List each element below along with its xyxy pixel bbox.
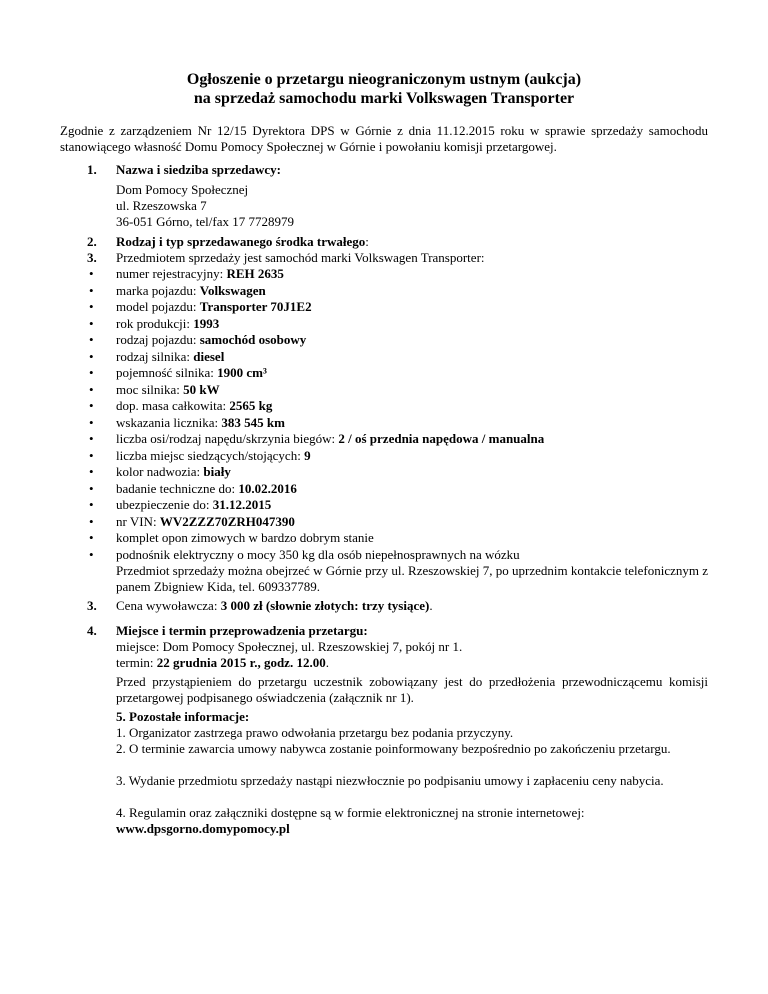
spec-bullet: • [89,415,94,430]
spec-item [116,547,520,563]
spec-value: samochód osobowy [199,332,307,347]
spec-value: 2 / oś przednia napędowa / manualna [338,431,545,446]
spec-label: wskazania licznika: [116,415,222,430]
auction-place: miejsce: Dom Pomocy Społecznej, ul. Rzeszowskiej 7, pokój nr 1. [116,639,463,654]
intro-paragraph: Zgodnie z zarządzeniem Nr 12/15 Dyrektora DPS w Górnie z dnia 11.12.2015 roku w sprawie sprzedaży samochodu stanowiącego własność Domu Pomocy Społecznej w Górnie i powołaniu komisji przetargowej. [60,123,708,154]
spec-item [116,514,295,530]
spec-value: Transporter 70J1E2 [199,299,312,314]
spec-item [116,464,231,480]
spec-label: rok produkcji: [116,316,194,331]
spec-bullet: • [89,316,94,331]
spec-bullet: • [89,382,94,397]
spec-label: komplet opon zimowych w bardzo dobrym stanie [116,530,374,545]
auction-term-label: termin: [116,655,157,670]
spec-bullet: • [89,497,94,512]
other-info-2: 2. O terminie zawarcia umowy nabywca zostanie poinformowany bezpośrednio po zakończeniu przetargu. [116,741,671,756]
document-title-line-1: Ogłoszenie o przetargu nieograniczonym ustnym (aukcja) [186,71,582,88]
spec-bullet: • [89,332,94,347]
spec-label: badanie techniczne do: [116,481,239,496]
spec-value: REH 2635 [226,266,284,281]
website-link[interactable]: www.dpsgorno.domypomocy.pl [116,821,290,836]
spec-bullet: • [89,349,94,364]
document-title-line-2: na sprzedaż samochodu marki Volkswagen Transporter [193,90,575,107]
spec-bullet: • [89,547,94,562]
spec-item [116,349,224,365]
section-2-heading [116,234,369,250]
section-3-number: 3. [87,250,97,265]
auction-term [116,655,329,671]
starting-price-end: . [429,598,433,613]
starting-price [116,598,433,614]
inspection-paragraph: Przedmiot sprzedaży można obejrzeć w Górnie przy ul. Rzeszowskiej 7, po uprzednim kontakcie telefonicznym z panem Zbigniew Kida, tel. 609337789. [116,563,709,594]
spec-item [116,316,219,332]
spec-bullet: • [89,431,94,446]
auction-term-end: . [325,655,329,670]
spec-value: 10.02.2016 [238,481,297,496]
spec-label: podnośnik elektryczny o mocy 350 kg dla osób niepełnosprawnych na wózku [116,547,520,562]
section-4-number: 4. [87,623,97,638]
spec-label: model pojazdu: [116,299,200,314]
section-2-heading-text: Rodzaj i typ sprzedawanego środka trwałego [116,234,366,249]
spec-item [116,332,306,348]
seller-street: ul. Rzeszowska 7 [116,198,207,213]
spec-label: kolor nadwozia: [116,464,204,479]
seller-name: Dom Pomocy Społecznej [116,182,249,197]
spec-value: 1900 cm³ [217,365,267,380]
spec-item [116,266,284,282]
spec-bullet: • [89,481,94,496]
spec-value: diesel [193,349,225,364]
spec-bullet: • [89,530,94,545]
other-info-1: 1. Organizator zastrzega prawo odwołania przetargu bez podania przyczyny. [116,725,514,740]
spec-label: liczba osi/rodzaj napędu/skrzynia biegów: [116,431,339,446]
spec-label: pojemność silnika: [116,365,218,380]
spec-bullet: • [89,365,94,380]
spec-bullet: • [89,283,94,298]
spec-bullet: • [89,299,94,314]
spec-value: 50 kW [183,382,220,397]
other-info-4: 4. Regulamin oraz załączniki dostępne są w formie elektronicznej na stronie internetowej: [116,805,585,820]
spec-item [116,415,285,431]
section-4-heading: Miejsce i termin przeprowadzenia przetargu: [116,623,368,638]
spec-value: 1993 [193,316,220,331]
price-section-number: 3. [87,598,97,613]
section-2-colon: : [365,234,369,249]
spec-label: nr VIN: [116,514,160,529]
spec-item [116,299,312,315]
starting-price-value: 3 000 zł (słownie złotych: trzy tysiące) [220,598,430,613]
starting-price-label: Cena wywoławcza: [116,598,221,613]
spec-item [116,530,374,546]
spec-label: rodzaj pojazdu: [116,332,200,347]
spec-item [116,398,272,414]
spec-value: Volkswagen [199,283,266,298]
spec-bullet: • [89,398,94,413]
other-info-3: 3. Wydanie przedmiotu sprzedaży nastąpi niezwłocznie po podpisaniu umowy i zapłaceniu ceny nabycia. [116,773,664,788]
spec-value: WV2ZZZ70ZRH047390 [159,514,295,529]
spec-item [116,448,311,464]
seller-city-phone: 36-051 Górno, tel/fax 17 7728979 [116,214,295,229]
section-1-number: 1. [87,162,97,177]
spec-item [116,497,271,513]
subject-text: Przedmiotem sprzedaży jest samochód marki Volkswagen Transporter: [116,250,485,265]
section-5-heading: 5. Pozostałe informacje: [116,709,250,724]
section-2-number: 2. [87,234,97,249]
spec-bullet: • [89,514,94,529]
spec-value: 383 545 km [221,415,285,430]
spec-item [116,481,297,497]
spec-item [116,382,220,398]
spec-item [116,365,267,381]
spec-label: numer rejestracyjny: [116,266,227,281]
spec-bullet: • [89,448,94,463]
spec-label: liczba miejsc siedzących/stojących: [116,448,305,463]
section-1-heading: Nazwa i siedziba sprzedawcy: [116,162,282,177]
spec-label: moc silnika: [116,382,184,397]
spec-label: marka pojazdu: [116,283,200,298]
participant-note: Przed przystąpieniem do przetargu uczestnik zobowiązany jest do przedłożenia przewodniczącemu komisji przetargowej podpisanego oświadczenia (załącznik nr 1). [116,674,708,705]
spec-value: 2565 kg [229,398,273,413]
spec-item [116,283,266,299]
spec-value: biały [203,464,231,479]
spec-label: dop. masa całkowita: [116,398,230,413]
spec-item [116,431,544,447]
auction-term-value: 22 grudnia 2015 r., godz. 12.00 [156,655,326,670]
spec-bullet: • [89,266,94,281]
spec-value: 31.12.2015 [212,497,272,512]
spec-bullet: • [89,464,94,479]
spec-label: rodzaj silnika: [116,349,194,364]
spec-label: ubezpieczenie do: [116,497,213,512]
spec-value: 9 [304,448,311,463]
